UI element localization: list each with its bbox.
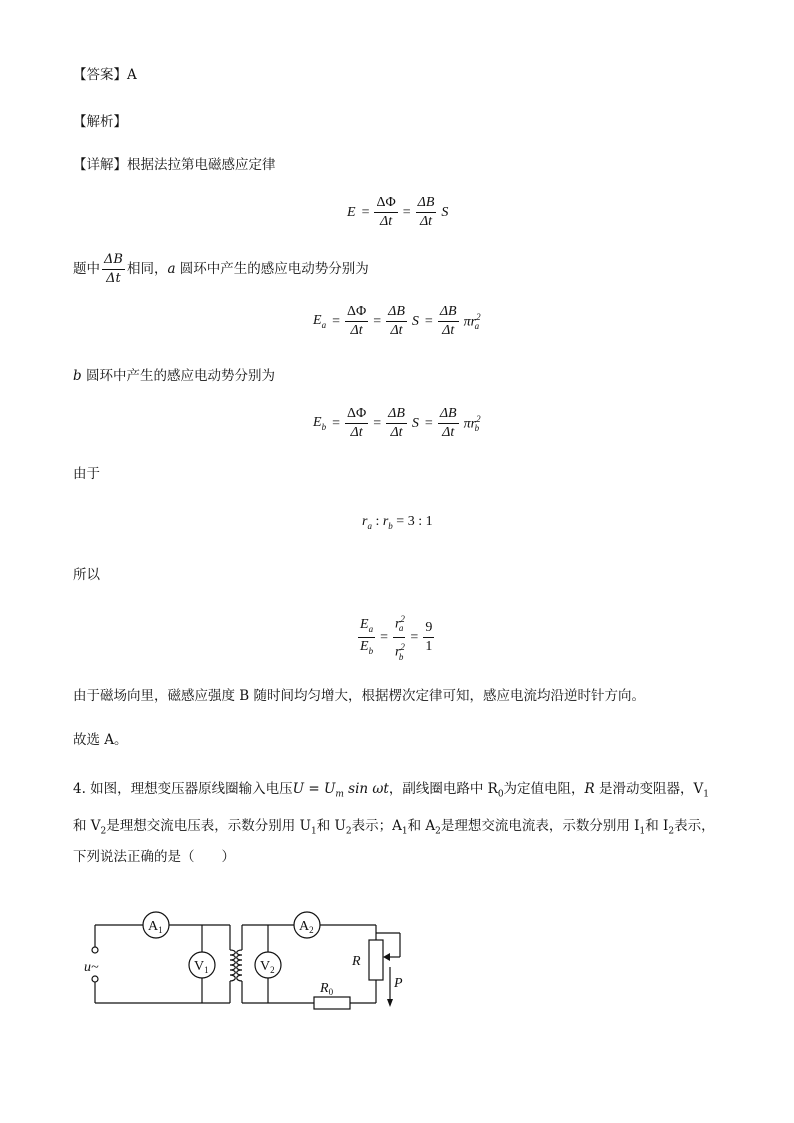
subscript: 1	[703, 789, 709, 800]
fraction	[358, 616, 375, 661]
text: 是理想交流电流表，示数分别用 I	[440, 818, 640, 834]
text: 是滑动变阻器，V	[594, 781, 704, 797]
q4-line-1	[73, 780, 709, 804]
detail-text: 根据法拉第电磁感应定律	[127, 157, 276, 173]
fraction-den	[358, 638, 375, 660]
subscript: 1	[310, 826, 317, 837]
subscript: a	[368, 623, 374, 634]
p-arrow-icon	[387, 999, 393, 1007]
subscript: 2	[345, 826, 352, 837]
fraction-num: ΔΦ	[374, 194, 397, 213]
eq-symbol: E	[347, 204, 356, 220]
subscript: b	[398, 651, 404, 662]
symbol: r	[362, 514, 368, 529]
subscript: 0	[497, 789, 504, 800]
superscript: 2	[476, 311, 481, 322]
equation-ea	[310, 303, 482, 340]
a1-label: $A_1$	[148, 919, 163, 935]
detail-line	[73, 156, 276, 174]
subscript: a	[367, 520, 372, 531]
fraction-num: ΔB	[386, 405, 407, 424]
eq-sign: =	[332, 313, 340, 329]
fraction	[416, 194, 437, 231]
a2-label: $A_2$	[299, 919, 314, 935]
formula: sin ωt	[343, 781, 389, 797]
superscript: 2	[400, 642, 405, 653]
same-rate-line	[73, 249, 369, 289]
fraction	[102, 251, 125, 288]
text: 圆环中产生的感应电动势分别为	[81, 368, 275, 384]
text: 表示，	[674, 818, 715, 834]
fraction	[438, 405, 459, 442]
subscript: 2	[668, 826, 675, 837]
b-ring-line	[73, 367, 275, 385]
detail-label: 【详解】	[73, 157, 127, 173]
fraction-num: ΔB	[102, 251, 125, 270]
subscript: b	[388, 520, 393, 531]
symbol: πr	[463, 416, 477, 432]
subscript: 2	[100, 826, 107, 837]
eq-symbol: S	[411, 415, 419, 431]
text: = 3 : 1	[396, 514, 433, 529]
superscript: 2	[400, 614, 405, 624]
q4-line-2	[73, 817, 715, 841]
eq-sign: =	[380, 629, 388, 645]
since-line: 由于	[73, 466, 100, 482]
fraction-den: Δt	[390, 425, 403, 440]
fraction	[386, 303, 407, 340]
text: 为定值电阻，	[503, 781, 585, 797]
subscript: 1	[401, 826, 408, 837]
fraction-den: Δt	[442, 425, 455, 440]
subscript: b	[368, 646, 374, 657]
subscript: a	[398, 623, 404, 634]
eq-sign: =	[361, 204, 370, 220]
eq-sign: =	[424, 313, 433, 329]
text: 和 A	[407, 818, 436, 834]
u-label: u~	[84, 960, 99, 975]
subscript: b	[474, 423, 480, 434]
fraction-den: Δt	[350, 323, 363, 338]
circuit-diagram	[70, 895, 430, 1025]
text: 和 V	[73, 818, 101, 834]
symbol: E	[313, 313, 322, 329]
text: 和 I	[645, 818, 669, 834]
eq-symbol	[313, 415, 326, 432]
fraction	[393, 610, 405, 666]
conclusion-line: 由于磁场向里，磁感应强度 B 随时间均匀增大，根据楞次定律可知，感应电流均沿逆时针方向。	[73, 688, 646, 704]
subscript: a	[321, 319, 327, 330]
fraction-num: 9	[423, 619, 434, 638]
symbol: r	[394, 616, 401, 632]
fraction-num	[393, 610, 405, 638]
text: 和 U	[316, 818, 346, 834]
q4-line-3: 下列说法正确的是（ ）	[73, 849, 235, 865]
symbol: πr	[463, 314, 477, 330]
fraction	[374, 194, 397, 231]
symbol: a	[167, 261, 176, 277]
slider-arrow-icon	[383, 953, 390, 961]
answer-label: 【答案】	[73, 67, 127, 83]
fraction-den: Δt	[380, 214, 393, 229]
fraction-num: ΔB	[416, 194, 437, 213]
fraction-num: ΔΦ	[345, 303, 368, 322]
eq-symbol	[464, 414, 479, 433]
fraction-num: ΔB	[386, 303, 407, 322]
fraction-den: Δt	[442, 323, 455, 338]
r-label: R	[352, 954, 361, 969]
eq-sign: =	[373, 313, 382, 329]
analysis-label: 【解析】	[73, 114, 127, 130]
fraction	[386, 405, 407, 442]
eq-symbol: S	[441, 204, 449, 220]
text: 相同，	[126, 261, 168, 277]
symbol: E	[360, 616, 369, 632]
answer-line	[73, 66, 137, 84]
fraction	[438, 303, 459, 340]
symbol: E	[360, 639, 369, 655]
fraction-num: ΔΦ	[345, 405, 368, 424]
fraction-num: ΔB	[438, 303, 459, 322]
symbol: R	[584, 781, 595, 797]
text: 4. 如图，理想变压器原线圈输入电压	[73, 781, 293, 797]
eq-sign: =	[410, 629, 419, 645]
subscript: m	[335, 789, 344, 800]
symbol: :	[375, 514, 380, 529]
subscript: a	[474, 321, 480, 332]
r0-label: $R_0$	[320, 981, 334, 997]
text: ，副线圈电路中 R	[388, 781, 498, 797]
eq-sign: =	[373, 415, 382, 431]
fraction-den: Δt	[419, 214, 433, 229]
eq-symbol: S	[411, 313, 419, 329]
eq-sign: =	[402, 204, 411, 220]
equation-energy-ratio	[356, 610, 436, 666]
equation-ratio	[362, 514, 433, 531]
formula: U = U	[292, 781, 336, 797]
equation-faraday	[344, 194, 451, 231]
text: 题中	[73, 261, 100, 277]
choose-line: 故选 A。	[73, 732, 128, 748]
eq-sign: =	[332, 415, 340, 431]
fraction-den: Δt	[106, 271, 121, 286]
so-line: 所以	[73, 567, 100, 583]
fraction	[345, 303, 368, 340]
symbol: E	[313, 415, 322, 431]
v2-label: $V_2$	[260, 959, 275, 975]
fraction	[423, 619, 434, 656]
equation-eb	[310, 405, 482, 442]
fraction-den	[393, 638, 405, 665]
symbol: r	[382, 514, 389, 529]
answer-value: A	[127, 67, 137, 83]
symbol: r	[394, 645, 401, 661]
fraction-num	[358, 616, 375, 639]
eq-symbol	[464, 312, 479, 331]
subscript: b	[321, 421, 327, 432]
superscript: 2	[476, 413, 481, 424]
fraction	[345, 405, 368, 442]
text: 圆环中产生的感应电动势分别为	[175, 261, 369, 277]
analysis-line	[73, 113, 127, 131]
fraction-den: Δt	[350, 425, 363, 440]
eq-sign: =	[424, 415, 433, 431]
subscript: 1	[639, 826, 646, 837]
text: 表示；A	[351, 818, 402, 834]
symbol: b	[73, 368, 82, 384]
subscript: 2	[435, 826, 441, 837]
eq-symbol	[313, 313, 326, 330]
fraction-den: 1	[425, 639, 433, 655]
p-label: P	[394, 976, 403, 991]
fraction-den: Δt	[390, 323, 403, 338]
v1-label: $V_1$	[194, 959, 209, 975]
fraction-num: ΔB	[438, 405, 459, 424]
text: 是理想交流电压表，示数分别用 U	[106, 818, 311, 834]
